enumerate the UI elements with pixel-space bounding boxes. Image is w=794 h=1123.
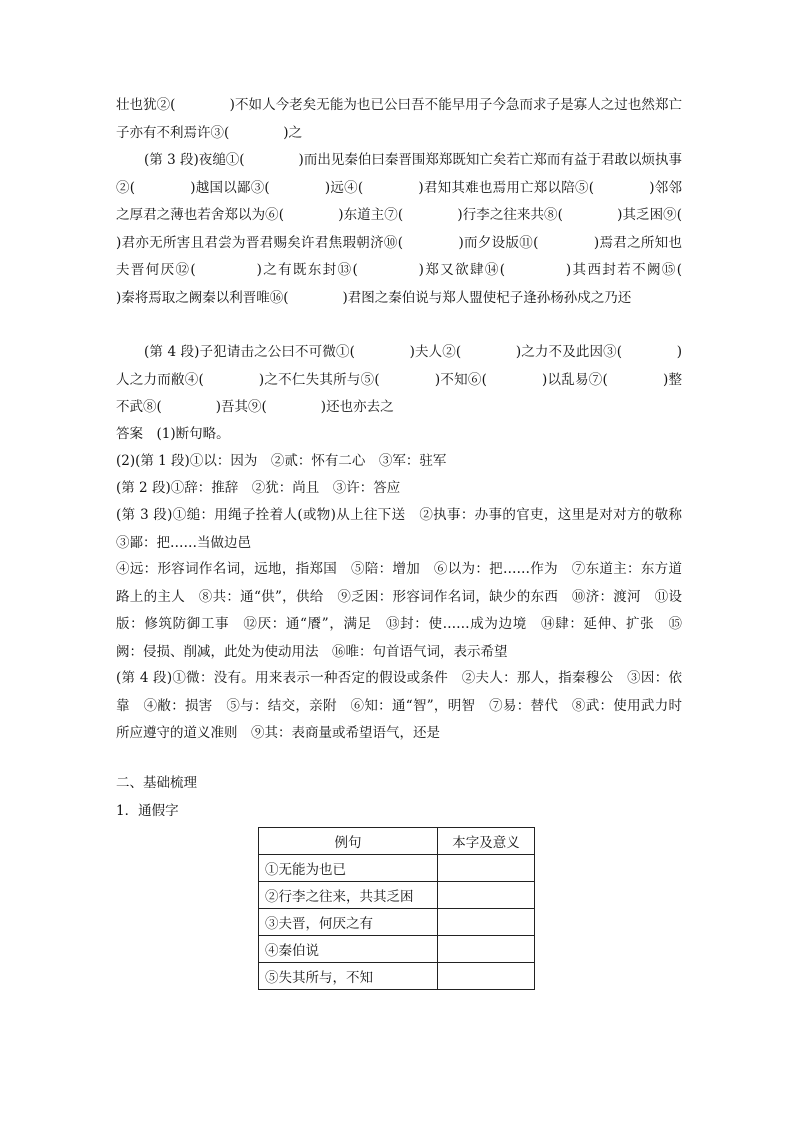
table-header-meaning: 本字及意义: [438, 828, 535, 855]
table-cell-example: ②行李之往来，共其乏困: [259, 882, 438, 909]
table-row: [259, 882, 535, 909]
table-cell-example: ①无能为也已: [259, 855, 438, 882]
table-row: [259, 909, 535, 936]
section-title: 二、基础梳理: [116, 775, 197, 791]
table-cell-answer[interactable]: [438, 882, 535, 909]
table-row: [259, 936, 535, 963]
passage-paragraph-2-end: 壮也犹②( )不如人今老矣无能为也已公曰吾不能早用子今急而求子是寡人之过也然郑亡子亦有不利焉许③( )之: [116, 97, 682, 141]
table-cell-example: ④秦伯说: [259, 936, 438, 963]
table-cell-example: ⑤失其所与，不知: [259, 963, 438, 990]
passage-paragraph-3: (第 3 段)夜缒①( )而出见秦伯曰秦晋围郑郑既知亡矣若亡郑而有益于君敢以烦执事②( )越国以鄙③( )远④( )君知其难也焉用亡郑以陪⑤( )邻邻之厚君之薄也若舍郑以为⑥( )东道主⑦( )行李之往来共⑧( )其乏困⑨( )君亦无所害且君尝为晋君赐矣许君焦瑕朝济⑩( )而夕设版⑪( )焉君之所知也夫晋何厌⑫( )之有既东封⑬( )郑又欲肆⑭( )其西封若不阙⑮( )秦将焉取之阙秦以利晋唯⑯( )君图之秦伯说与郑人盟使杞子逢孙杨孙戍之乃还: [116, 152, 736, 306]
table-header-example: 例句: [259, 828, 438, 855]
table-row: [259, 855, 535, 882]
answer-paragraph-4: (第 4 段)①微：没有。用来表示一种否定的假设或条件 ②夫人：那人，指秦穆公 ③因：依靠 ④敝：损害 ⑤与：结交，亲附 ⑥知：通“智”，明智 ⑦易：替代 ⑧武：使用武力时所应遵守的道义准则 ⑨其：表商量或希望语气，还是: [116, 670, 682, 741]
answer-paragraph-1: (2)(第 1 段)①以：因为 ②贰：怀有二心 ③军：驻军: [116, 453, 447, 469]
subsection-title: 1．通假字: [116, 803, 179, 819]
table-cell-answer[interactable]: [438, 963, 535, 990]
tongjiazi-table: [258, 827, 535, 990]
answer-heading: 答案 (1)断句略。: [116, 426, 230, 442]
passage-paragraph-4: (第 4 段)子犯请击之公曰不可微①( )夫人②( )之力不及此因③( )人之力而敝④( )之不仁失其所与⑤( )不知⑥( )以乱易⑦( )整不武⑧( )吾其⑨( )还也亦去之: [116, 344, 682, 415]
table-cell-answer[interactable]: [438, 936, 535, 963]
answer-paragraph-3: (第 3 段)①缒：用绳子拴着人(或物)从上往下送 ②执事：办事的官吏，这里是对对方的敬称 ③鄙：把……当做边邑: [116, 507, 696, 551]
table-cell-answer[interactable]: [438, 855, 535, 882]
table-cell-answer[interactable]: [438, 909, 535, 936]
table-header-row: [259, 828, 535, 855]
answer-paragraph-3-notes: ④远：形容词作名词，远地，指郑国 ⑤陪：增加 ⑥以为：把……作为 ⑦东道主：东方道路上的主人 ⑧共：通“供”，供给 ⑨乏困：形容词作名词，缺少的东西 ⑩济：渡河 ⑪设版：修筑防御工事 ⑫厌：通“餍”，满足 ⑬封：使……成为边境 ⑭肆：延伸、扩张 ⑮阙：侵损、削减，此处为使动用法 ⑯唯：句首语气词，表示希望: [116, 561, 682, 660]
table-cell-example: ③夫晋，何厌之有: [259, 909, 438, 936]
answer-paragraph-2: (第 2 段)①辞：推辞 ②犹：尚且 ③许：答应: [116, 480, 401, 496]
table-row: [259, 963, 535, 990]
